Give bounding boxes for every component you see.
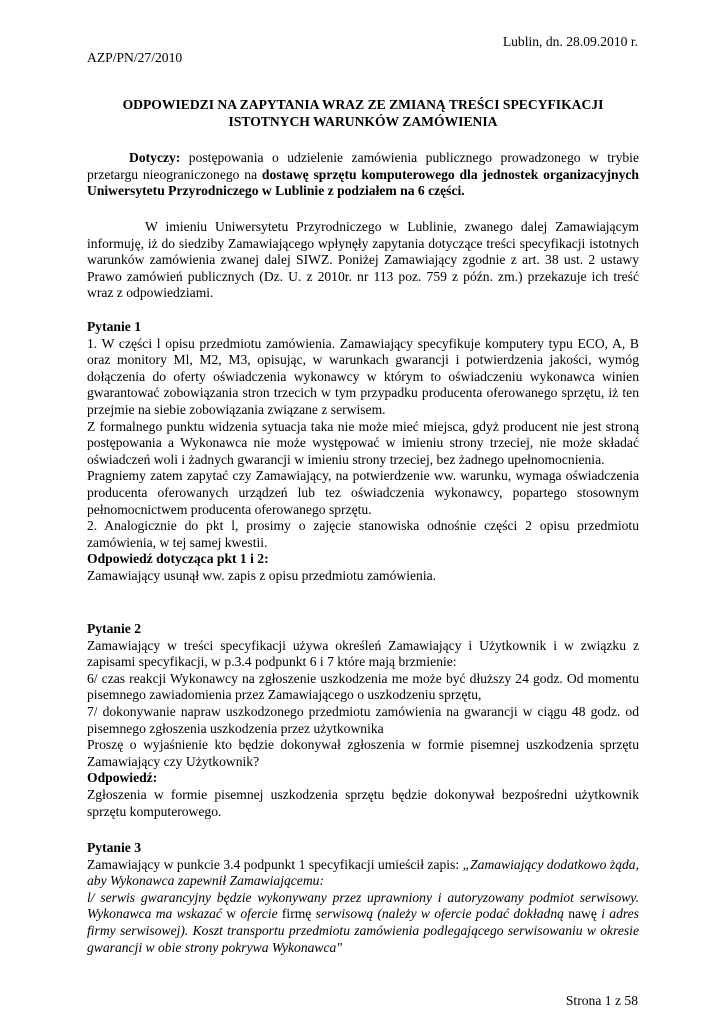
question-2-heading: Pytanie 2 xyxy=(87,621,141,636)
case-signature: AZP/PN/27/2010 xyxy=(87,50,183,65)
title-line-2: ISTOTNYCH WARUNKÓW ZAMÓWIENIA xyxy=(228,114,498,129)
intro-text: W imieniu Uniwersytetu Przyrodniczego w Lublinie, zwanego dalej Zamawiającym informuję, iż do siedziby Zamawiającego wpłynęły zapytania dotyczące treści specyfikacji istotnych warunków zamówienia zwanej dalej SIWZ. Poniżej Zamawiający zgodnie z art. 38 ust. 2 ustawy Prawo zamówień publicznych (Dz. U. z 2010r. nr 113 poz. 759 z późn. zm.) przekazuje ich treść wraz z odpowiedziami. xyxy=(87,219,639,301)
answer-2-text: Zgłoszenia w formie pisemnej uszkodzenia sprzętu będzie dokonywał bezpośredni użytkownik sprzętu komputerowego. xyxy=(87,786,639,819)
subject-bold: dostawę sprzętu komputerowego dla jednostek organizacyjnych Uniwersytetu Przyrodniczego w Lublinie z podziałem na 6 części. xyxy=(87,166,639,199)
question-1-section xyxy=(87,319,639,585)
question-1-paragraph-3: Pragniemy zatem zapytać czy Zamawiający, na potwierdzenie ww. warunku, wymaga oświadczenia producenta oferowanych urządzeń lub tez oświadczenia wykonawcy, popartego stosownym pełnomocnictwem producenta oferowanego sprzętu. xyxy=(87,468,639,517)
question-2-paragraph-3: 7/ dokonywanie napraw uszkodzonego przedmiotu zamówienia na gwarancji w ciągu 48 godz. od pisemnego zgłoszenia uszkodzenia przez użytkownika xyxy=(87,703,639,736)
document-title xyxy=(87,96,639,130)
question-3-paragraph-2: l/ serwis gwarancyjny będzie wykonywany przez uprawniony i autoryzowany podmiot serwisowy. Wykonawca ma wskazać w ofercie firmę serwisową (należy w ofercie podać dokładną nawę i adres firmy serwisowej). Koszt transportu przedmiotu zamówienia podlegającego serwisowaniu w okresie gwarancji w obie strony pokrywa Wykonawca" xyxy=(87,889,639,955)
question-2-paragraph-2: 6/ czas reakcji Wykonawcy na zgłoszenie uszkodzenia me może być dłuższy 24 godz. Od momentu pisemnego zawiadomienia przez Zamawiającego o uszkodzeniu sprzętu, xyxy=(87,670,639,703)
question-3-section xyxy=(87,840,639,956)
subject-paragraph xyxy=(87,150,639,200)
question-2-paragraph-4: Proszę o wyjaśnienie kto będzie dokonywał zgłoszenia w formie pisemnej uszkodzenia sprzętu Zamawiający czy Użytkownik? xyxy=(87,737,639,769)
question-1-heading: Pytanie 1 xyxy=(87,319,141,334)
title-line-1: ODPOWIEDZI NA ZAPYTANIA WRAZ ZE ZMIANĄ TREŚCI SPECYFIKACJI xyxy=(122,97,604,112)
subject-text: postępowania o udzielenie zamówienia publicznego prowadzonego w trybie przetargu nieograniczonego na xyxy=(87,150,639,182)
question-1-paragraph-1: 1. W części l opisu przedmiotu zamówienia. Zamawiający specyfikuje komputery typu ECO, A, B oraz monitory Ml, M2, M3, opisując, w warunkach gwarancji i potwierdzenia jakości, wymóg dołączenia do oferty oświadczenia wykonawcy w którym to oświadczeniu wykonawca winien gwarantować zobowiązania stron trzecich w tym przypadku producenta oferowanego sprzętu, iż ten przejmie na siebie zobowiązania związane z serwisem. xyxy=(87,335,639,417)
answer-1-text: Zamawiający usunął ww. zapis z opisu przedmiotu zamówienia. xyxy=(87,567,437,583)
question-3-paragraph-1: Zamawiający w punkcie 3.4 podpunkt 1 specyfikacji umieścił zapis: „Zamawiający dodatkowo żąda, aby Wykonawca zapewnił Zamawiającemu: xyxy=(87,856,639,889)
question-3-heading: Pytanie 3 xyxy=(87,840,141,855)
answer-2-heading: Odpowiedź: xyxy=(87,770,158,786)
intro-paragraph xyxy=(87,219,639,302)
question-2-section xyxy=(87,621,639,820)
page-number: Strona 1 z 58 xyxy=(565,993,638,1008)
question-1-paragraph-2: Z formalnego punktu widzenia sytuacja taka nie może mieć miejsca, gdyż producent nie jest stroną postępowania a Wykonawca nie może występować w imieniu strony trzeciej, nie może składać oświadczeń woli i żadnych gwarancji w imieniu strony trzeciej, bez żadnego upełnomocnienia. xyxy=(87,418,639,467)
subject-label: Dotyczy: xyxy=(129,150,181,165)
question-1-paragraph-4: 2. Analogicznie do pkt l, prosimy o zajęcie stanowiska odnośnie części 2 opisu przedmiotu zamówienia, w tej samej kwestii. xyxy=(87,518,639,550)
question-2-paragraph-1: Zamawiający w treści specyfikacji używa określeń Zamawiający i Użytkownik i w związku z zapisami specyfikacji, w p.3.4 podpunkt 6 i 7 które mają brzmienie: xyxy=(87,637,639,670)
answer-1-heading: Odpowiedź dotycząca pkt 1 i 2: xyxy=(87,551,269,567)
document-date: Lublin, dn. 28.09.2010 r. xyxy=(502,34,638,49)
